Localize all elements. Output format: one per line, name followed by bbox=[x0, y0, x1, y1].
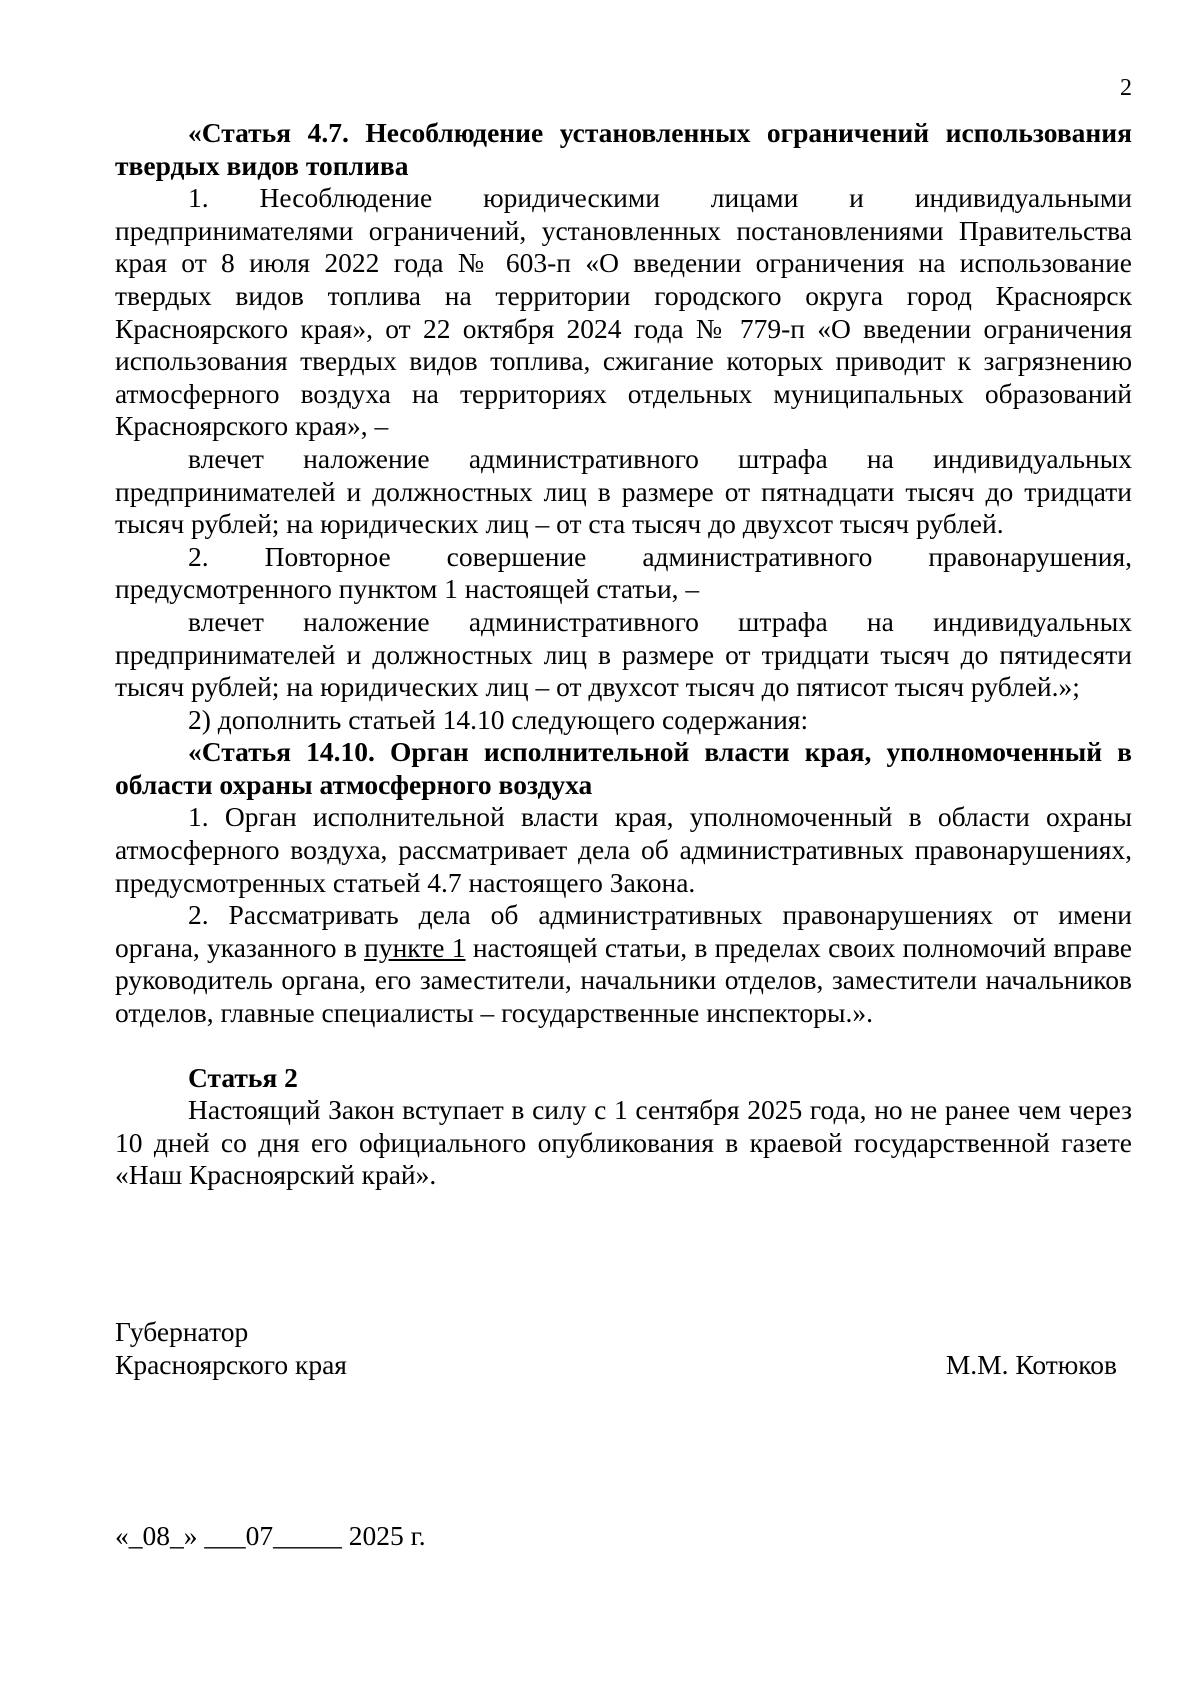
signatory-name: М.М. Котюков bbox=[945, 1348, 1117, 1380]
amendment-line: 2) дополнить статьей 14.10 следующего содержания: bbox=[188, 703, 809, 735]
page-number: 2 bbox=[1120, 75, 1132, 101]
signature-row bbox=[115, 1349, 1117, 1382]
article-14-10-paragraph-2 bbox=[115, 899, 1132, 1029]
article-4-7-paragraph-1-penalty: влечет наложение административного штрафа на индивидуальных предпринимателей и должностных лиц в размере от пятнадцати тысяч до тридцати тысяч рублей; на юридических лиц – от ста тысяч до двухсот тысяч рублей. bbox=[115, 442, 1132, 540]
article-14-10-paragraph-2-end: настоящей статьи, в пределах своих полномочий вправе руководитель органа, его заместители, начальники отделов, заместители начальников отделов, главные специалисты – государственные инспекторы.». bbox=[115, 931, 1133, 1029]
document-body bbox=[115, 117, 1132, 1192]
signature-block bbox=[115, 1316, 1117, 1381]
article-4-7-paragraph-2: 2. Повторное совершение административного правонарушения, предусмотренного пунктом 1 настоящей статьи, – bbox=[115, 540, 1132, 605]
signature-position-line-1: Губернатор bbox=[115, 1316, 249, 1347]
article-4-7-paragraph-2-penalty: влечет наложение административного штрафа на индивидуальных предпринимателей и должностных лиц в размере от тридцати тысяч до пятидесяти тысяч рублей; на юридических лиц – от двухсот тысяч до пятисот тысяч рублей.»; bbox=[115, 605, 1132, 703]
signature-position-line-2: Красноярского края bbox=[115, 1348, 347, 1380]
article-2-title: Статья 2 bbox=[188, 1061, 298, 1093]
article-4-7-title: «Статья 4.7. Несоблюдение установленных ограничений использования твердых видов топлива bbox=[115, 117, 1132, 181]
article-2-text: Настоящий Закон вступает в силу с 1 сентября 2025 года, но не ранее чем через 10 дней со дня его официального опубликования в краевой государственной газете «Наш Красноярский край». bbox=[115, 1094, 1132, 1191]
article-14-10-paragraph-1: 1. Орган исполнительной власти края, уполномоченный в области охраны атмосферного воздуха, рассматривает дела об административных правонарушениях, предусмотренных статьей 4.7 настоящего Закона. bbox=[115, 801, 1132, 898]
article-14-10-title: «Статья 14.10. Орган исполнительной власти края, уполномоченный в области охраны атмосферного воздуха bbox=[115, 736, 1132, 800]
article-14-10-paragraph-2-start: 2. Рассматривать дела об административных правонарушениях от имени органа, указанного в bbox=[115, 899, 1132, 963]
section-spacer bbox=[115, 1030, 1132, 1062]
article-4-7-paragraph-1: 1. Несоблюдение юридическими лицами и индивидуальными предпринимателями ограничений, установленных постановлениями Правительства края от 8 июля 2022 года № 603-п «О введении ограничения на использование твердых видов топлива на территории городского округа город Красноярск Красноярского края», от 22 октября 2024 года № 779-п «О введении ограничения использования твердых видов топлива, сжигание которых приводит к загрязнению атмосферного воздуха на территориях отдельных муниципальных образований Красноярского края», – bbox=[115, 182, 1132, 442]
document-date: «_08_» ___07_____ 2025 г. bbox=[115, 1520, 426, 1551]
paragraph-1-reference-link[interactable]: пункте 1 bbox=[364, 931, 466, 963]
